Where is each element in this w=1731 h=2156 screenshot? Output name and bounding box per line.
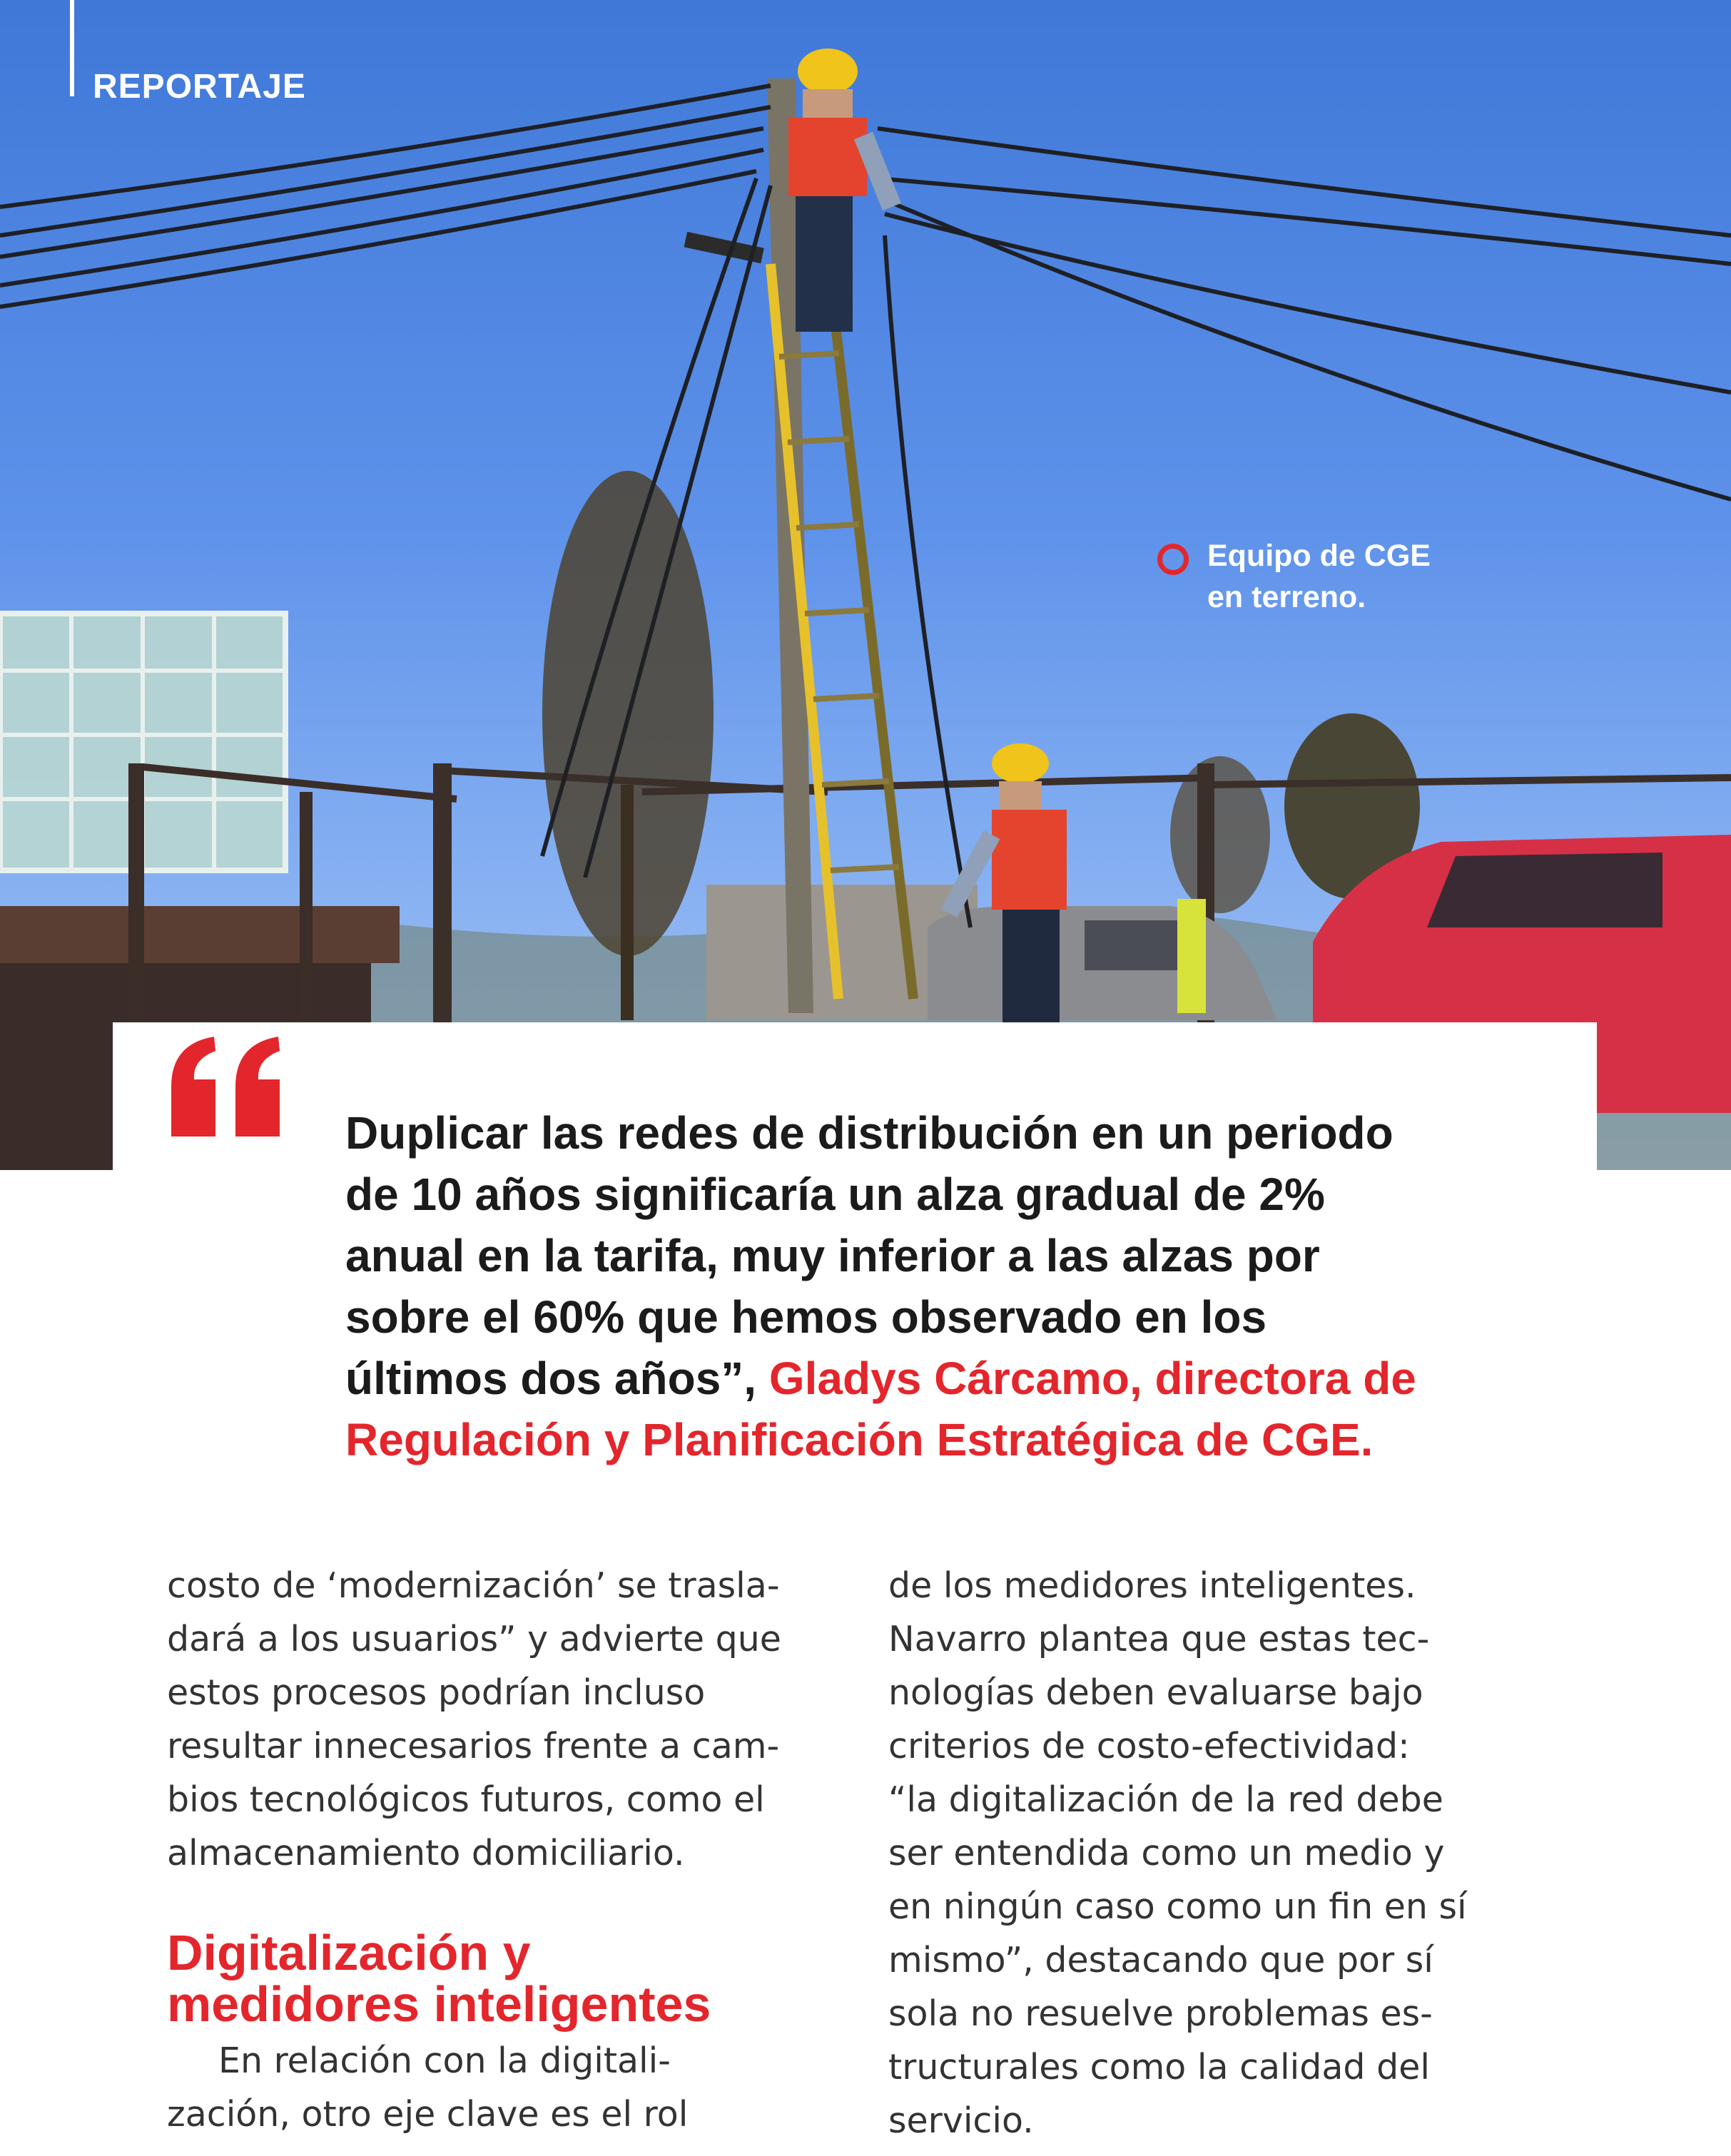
section-heading-line-1: Digitalización y — [167, 1925, 531, 1980]
body-line: resultar innecesarios frente a cam- — [167, 1726, 780, 1766]
article-column-left — [167, 1559, 852, 2141]
section-heading-line-2: medidores inteligentes — [167, 1976, 711, 2032]
body-line: tructurales como la calidad del — [888, 2047, 1430, 2088]
section-rule — [70, 0, 74, 96]
quote-author-affiliation: Regulación y Planificación Estratégica de CGE. — [345, 1414, 1374, 1465]
article-column-right — [888, 1559, 1573, 2147]
body-line: ser entendida como un medio y — [888, 1833, 1445, 1873]
quote-text — [345, 1102, 1573, 1470]
body-line: Navarro plantea que estas tec- — [888, 1619, 1430, 1659]
quote-line-with-author — [345, 1348, 1573, 1409]
body-line: estos procesos podrían incluso — [167, 1672, 706, 1713]
quote-line: anual en la tarifa, muy inferior a las alzas por — [345, 1230, 1320, 1281]
worker-vest-partial — [1177, 899, 1206, 1013]
body-line: criterios de costo-efectividad: — [888, 1726, 1410, 1766]
body-line: zación, otro eje clave es el rol — [167, 2094, 689, 2135]
quote-line: últimos dos años”, — [345, 1353, 769, 1404]
body-line: sola no resuelve problemas es- — [888, 1993, 1433, 2034]
quote-line: sobre el 60% que hemos observado en los — [345, 1291, 1267, 1343]
body-line: servicio. — [888, 2100, 1034, 2141]
quote-line: Duplicar las redes de distribución en un periodo — [345, 1107, 1394, 1159]
body-line: mismo”, destacando que por sí — [888, 1940, 1433, 1980]
body-line: nologías deben evaluarse bajo — [888, 1672, 1423, 1713]
worker-on-pole — [788, 49, 892, 332]
caption-text — [1207, 535, 1521, 618]
pull-quote — [113, 1022, 1597, 1522]
body-line: en ningún caso como un fin en sí — [888, 1886, 1467, 1927]
caption-bullet-icon — [1157, 544, 1189, 575]
photo-caption — [1157, 535, 1521, 618]
body-line: bios tecnológicos futuros, como el — [167, 1779, 765, 1820]
section-heading — [167, 1927, 852, 2030]
body-line: de los medidores inteligentes. — [888, 1565, 1416, 1606]
quote-line: de 10 años significaría un alza gradual de 2% — [345, 1169, 1325, 1220]
body-line: En relación con la digitali- — [218, 2040, 671, 2081]
caption-line-1: Equipo de CGE — [1207, 539, 1431, 573]
body-line: “la digitalización de la red debe — [888, 1779, 1443, 1820]
body-line: almacenamiento domiciliario. — [167, 1833, 685, 1873]
body-line: costo de ‘modernización’ se trasla- — [167, 1565, 780, 1606]
quote-author: Gladys Cárcamo, directora de — [768, 1353, 1416, 1404]
caption-line-2: en terreno. — [1207, 580, 1366, 614]
quote-mark-icon — [164, 1029, 293, 1172]
body-line: dará a los usuarios” y advierte que — [167, 1619, 781, 1659]
section-label: REPORTAJE — [93, 68, 306, 106]
